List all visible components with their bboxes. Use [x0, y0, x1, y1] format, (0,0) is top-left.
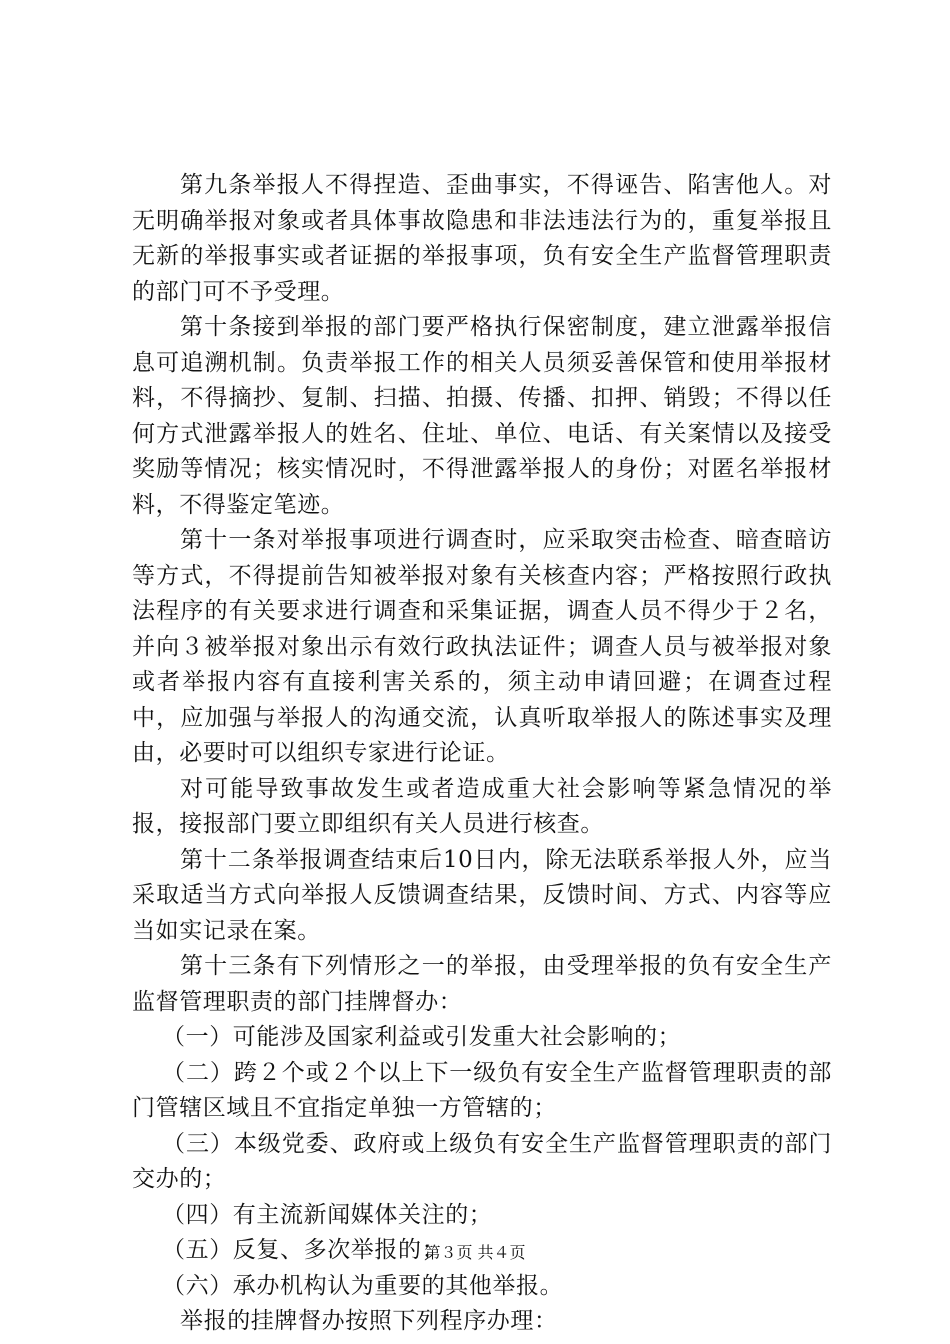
paragraph-article-9: 第九条举报人不得捏造、歪曲事实，不得诬告、陷害他人。对无明确举报对象或者具体事故隐患和非法违法行为的，重复举报且无新的举报事实或者证据的举报事项，负有安全生产监督管理职责的部门可不予受理。 — [132, 172, 832, 305]
paragraph-article-10: 第十条接到举报的部门要严格执行保密制度，建立泄露举报信息可追溯机制。负责举报工作的相关人员须妥善保管和使用举报材料，不得摘抄、复制、扫描、拍摄、传播、扣押、销毁；不得以任何方式泄露举报人的姓名、住址、单位、电话、有关案情以及接受奖励等情况；核实情况时，不得泄露举报人的身份；对匿名举报材料，不得鉴定笔迹。 — [132, 314, 832, 518]
paragraph-urgent-report: 对可能导致事故发生或者造成重大社会影响等紧急情况的举报，接报部门要立即组织有关人员进行核查。 — [132, 775, 832, 837]
page-number-footer: 第３页 共４页 — [424, 1243, 526, 1262]
document-body — [132, 168, 832, 1340]
paragraph-procedure-intro: 举报的挂牌督办按照下列程序办理： — [180, 1308, 558, 1334]
list-item-5: （五）反复、多次举报的； — [162, 1237, 446, 1263]
paragraph-article-11: 第十一条对举报事项进行调查时，应采取突击检查、暗查暗访等方式，不得提前告知被举报对象有关核查内容；严格按照行政执法程序的有关要求进行调查和采集证据，调查人员不得少于２名，并向３被举报对象出示有效行政执法证件；调查人员与被举报对象或者举报内容有直接利害关系的，须主动申请回避；在调查过程中，应加强与举报人的沟通交流，认真听取举报人的陈述事实及理由，必要时可以组织专家进行论证。 — [132, 527, 832, 766]
list-item-4: （四）有主流新闻媒体关注的； — [162, 1201, 493, 1228]
list-item-6: （六）承办机构认为重要的其他举报。 — [162, 1272, 564, 1299]
paragraph-article-12: 第十二条举报调查结束后10日内，除无法联系举报人外，应当采取适当方式向举报人反馈调查结果，反馈时间、方式、内容等应当如实记录在案。 — [132, 846, 832, 944]
list-item-2: （二）跨２个或２个以上下一级负有安全生产监督管理职责的部门管辖区域且不宜指定单独一方管辖的； — [132, 1059, 832, 1121]
list-item-3: （三）本级党委、政府或上级负有安全生产监督管理职责的部门交办的； — [132, 1130, 832, 1192]
list-item-1: （一）可能涉及国家利益或引发重大社会影响的； — [162, 1024, 682, 1050]
paragraph-article-13: 第十三条有下列情形之一的举报，由受理举报的负有安全生产监督管理职责的部门挂牌督办： — [132, 953, 832, 1015]
